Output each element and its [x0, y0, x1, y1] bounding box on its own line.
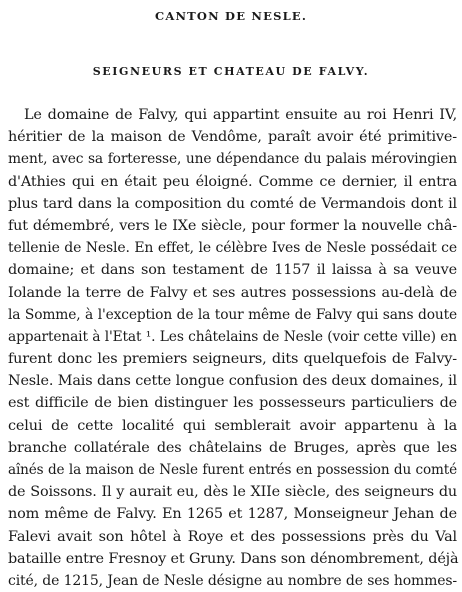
text-line: Le domaine de Falvy, qui appartint ensuite au roi Henri IV, [24, 107, 457, 123]
text-line: nom même de Falvy. En 1265 et 1287, Monseigneur Jehan de [8, 506, 457, 523]
text-line: Falevi avait son hôtel à Roye et des possessions près du Val [8, 528, 457, 545]
text-line: est difficile de bien distinguer les possesseurs particuliers de [8, 395, 457, 412]
text-line: aînés de la maison de Nesle furent entrés en possession du comté [8, 462, 457, 478]
text-line: de Soissons. Il y aurait eu, dès le XIIe siècle, des seigneurs du [8, 484, 457, 501]
text-line: fut démembré, vers le IXe siècle, pour former la nouvelle châ- [8, 217, 457, 234]
text-line: d'Athies qui en était peu éloigné. Comme ce dernier, il entra [8, 173, 457, 190]
text-line: Iolande la terre de Falvy et ses autres possessions au-delà de [8, 284, 457, 301]
text-line: branche collatérale des châtelains de Bruges, après que les [8, 439, 457, 456]
text-line: celui de cette localité qui semblerait avoir appartenu à la [8, 417, 457, 434]
text-line: furent donc les premiers seigneurs, dits quelquefois de Falvy- [8, 351, 457, 368]
text-line: bataille entre Fresnoy et Gruny. Dans son dénombrement, déjà [8, 550, 459, 567]
text-line: tellenie de Nesle. En effet, le célèbre Ives de Nesle possédait ce [8, 240, 457, 257]
running-head: CANTON DE NESLE. [154, 9, 308, 23]
text-line: Nesle. Mais dans cette longue confusion des deux domaines, il [8, 373, 457, 390]
text-line: plus tard dans la composition du comté de Vermandois dont il [8, 195, 457, 212]
text-line: ment, avec sa forteresse, une dépendance du palais mérovingien [8, 151, 457, 168]
text-line: héritier de la maison de Vendôme, paraît avoir été primitive- [8, 129, 457, 146]
text-line: appartenait à l'Etat ¹. Les châtelains de Nesle (voir cette ville) en [8, 328, 457, 345]
text-line: domaine; et dans son testament de 1157 il laissa à sa veuve [8, 262, 457, 279]
text-line: cité, de 1215, Jean de Nesle désigne au nombre de ses hommes- [8, 572, 457, 589]
body-paragraph [8, 104, 457, 592]
text-line: la Somme, à l'exception de la tour même de Falvy qui sans doute [8, 306, 457, 323]
section-title: SEIGNEURS ET CHATEAU DE FALVY. [92, 65, 370, 78]
